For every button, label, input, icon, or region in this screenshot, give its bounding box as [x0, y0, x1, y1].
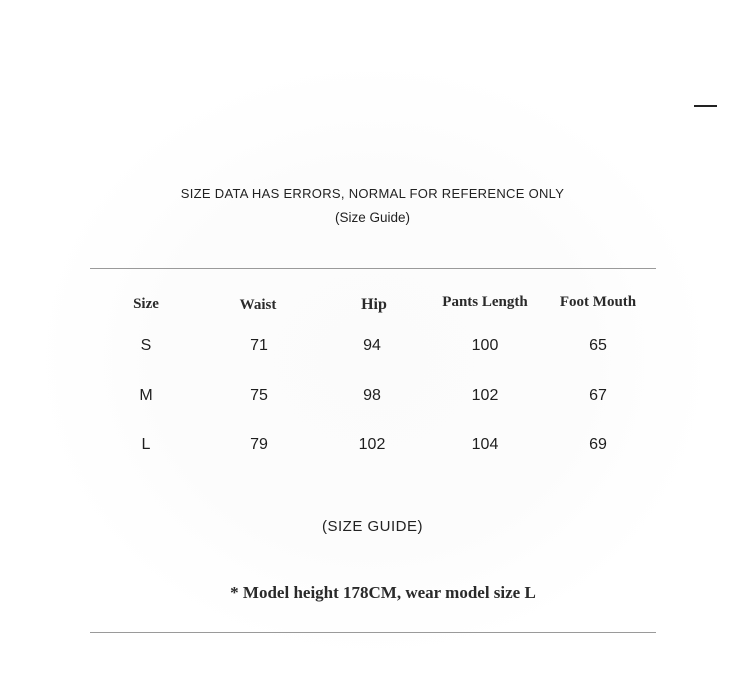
table-cell-foot-mouth: 65 — [589, 337, 607, 354]
table-cell-hip: 94 — [363, 337, 381, 354]
size-guide-label: (SIZE GUIDE) — [321, 518, 423, 535]
table-cell-size: S — [140, 337, 152, 354]
size-disclaimer: SIZE DATA HAS ERRORS, NORMAL FOR REFERENCE ONLY — [180, 186, 565, 201]
table-cell-pants-length: 102 — [471, 387, 499, 404]
header-waist: Waist — [239, 297, 277, 313]
table-cell-waist: 79 — [250, 436, 268, 453]
model-height-note: * Model height 178CM, wear model size L — [230, 583, 536, 602]
table-cell-size: L — [141, 436, 151, 453]
table-cell-waist: 75 — [250, 387, 268, 404]
bottom-divider — [90, 632, 656, 633]
table-cell-pants-length: 100 — [471, 337, 499, 354]
header-size: Size — [133, 296, 159, 312]
top-divider — [90, 268, 656, 269]
table-cell-hip: 102 — [358, 436, 386, 453]
minimize-dash-icon[interactable] — [694, 105, 717, 107]
header-pants-length: Pants Length — [442, 294, 528, 310]
table-cell-foot-mouth: 67 — [589, 387, 607, 404]
table-cell-waist: 71 — [250, 337, 268, 354]
table-cell-size: M — [139, 387, 153, 404]
table-cell-hip: 98 — [363, 387, 381, 404]
header-foot-mouth: Foot Mouth — [559, 294, 637, 310]
table-cell-foot-mouth: 69 — [589, 436, 607, 453]
table-cell-pants-length: 104 — [471, 436, 499, 453]
header-hip: Hip — [361, 296, 387, 313]
size-guide-subtitle: (Size Guide) — [334, 210, 411, 225]
